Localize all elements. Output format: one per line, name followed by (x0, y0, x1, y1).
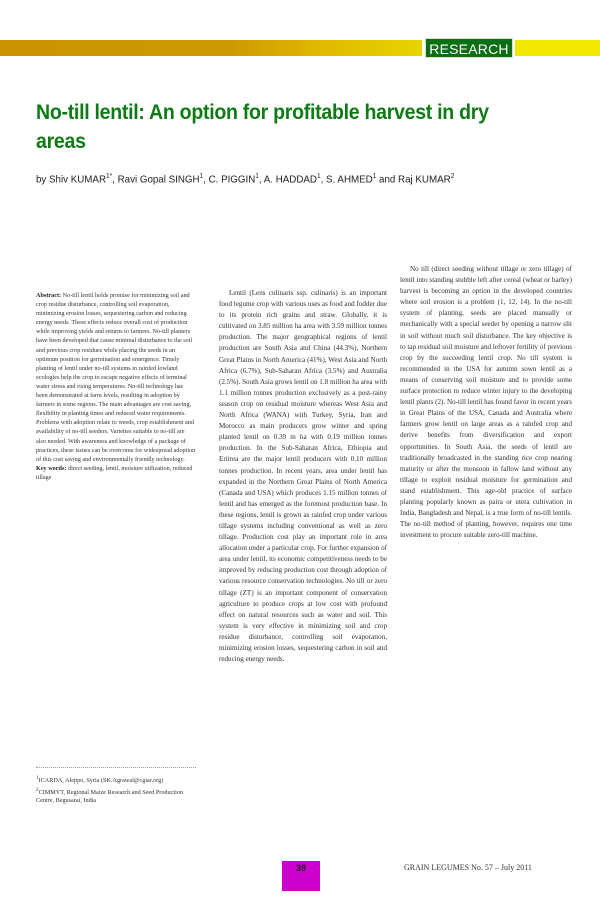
footnotes (36, 774, 201, 806)
author-affiliation: 2 (450, 173, 455, 180)
section-tag: RESEARCH (425, 38, 513, 58)
body-paragraph: No till (direct seeding without tillage or zero tillage) of lentil into standing stubble left after cereal (wheat or barley) harvest is becoming an option in the developed countries where soil erosion is a problem (1, 12, 14). In the no-till system of planting, seeds are placed manually or mechanically with a special seeder by opening a narrow slit in soil without much soil disturbance. The key objective is to tap residual soil moisture and leftover fertility of previous crop by the succeeding lentil crop. No till system is recommended in the USA for autumn sown lentil as a means of conserving soil moisture and to provide some surface protection to reduce winter injury to the developing lentil plants (2). No-till lentil has found favor in recent years in Great Plains of the USA, Canada and Australia where farmers grow lentil on large areas as a rainfed crop and derive benefits from diversification and export opportunities. In South Asia, the seeds of lentil are traditionally broadcasted in the standing rice crop nearing maturity or after the monsoon in fallow land without any tillage to exploit residual moisture for germination and stand establishment. This age-old practice of surface planting popularly known as paira or utera cultivation in India, Bangladesh and Nepal, is a true form of no-till lentils. The no-till method of planting, however, requires one time investment to procure suitable zero-till machine. (400, 265, 572, 540)
abstract-body (36, 291, 196, 464)
header-gradient-stripe (0, 40, 422, 56)
body-paragraph: Lentil (Lens culinaris ssp. culinaris) is an important food legume crop with various uses as food and fodder due to its protein rich grains and straw. Globally, it is cultivated on 3.85 million ha area with 3.59 million tonnes production. The major geographical regions of lentil production are South Asia and China (44.3%), Northern Great Plains in North America (41%), West Asia and North Africa (6.7%), Sub-Saharan Africa (3.5%) and Australia (2.5%). South Asia grows lentil on 1.8 million ha area with 1.1 million tonnes production exclusively as a post-rainy season crop on residual moisture whereas West Asia and North Africa (WANA) with Turkey, Syria, Iran and Morocco as main producers grow winter and spring planted lentil on 0.39 m ha with 0.19 million tonnes production. In the Sub-Saharan Africa, Ethiopia and Eritrea are the major lentil producers with 0.10 million tonnes production. In recent years, area under lentil has expanded in the Northern Great Plains of North America (Canada and USA) which produces 1.15 million tonnes of lentil and has emerged as the foremost production base. In these regions, lentil is grown as rainfed crop under various tillage systems including conventional as well as zero tillage. Production cost play an important role in area allocation under a particular crop. For further expansion of area under lentil, its economic competitiveness needs to be improved by reducing production cost through adoption of various resource conservation technologies. No till or zero tillage (ZT) is an important component of conservation agriculture to produce crops at low cost with profound effect on natural resources such as water and soil. This system is very effective in minimizing soil and crop residue disturbance, controlling soil evaporation, minimizing erosion losses, sequestering carbon in soil and reducing energy needs. (219, 289, 387, 664)
author-name: , A. HADDAD (258, 173, 317, 186)
body-column-middle (219, 288, 387, 665)
footnote-marker: 1 (36, 775, 39, 781)
author-affiliation: 1 (372, 173, 377, 180)
author-name: , S. AHMED (320, 173, 373, 186)
author-affiliation: 1 (199, 173, 204, 180)
article-title: No-till lentil: An option for profitable harvest in dry areas (36, 101, 489, 153)
author-name: and Raj KUMAR (376, 173, 451, 186)
author-affiliation: 1 (316, 173, 321, 180)
page-number: 39 (282, 861, 320, 891)
journal-footer: GRAIN LEGUMES No. 57 – July 2011 (404, 863, 532, 872)
author-name: by Shiv KUMAR (36, 173, 107, 186)
header-yellow-stripe (515, 40, 600, 56)
author-name: , Ravi Gopal SINGH (112, 173, 200, 186)
keywords (36, 464, 196, 482)
abstract-text: No-till lentil holds promise for minimizing soil and crop residue disturbance, controlling soil evaporation, minimizing erosion losses, sequestering carbon and reducing energy needs. These effects reduce overall cost of production while improving yields and returns to farmers. No-till planters have been developed that cause minimal disturbance to the soil and previous crop residues while placing the seeds in an optimum position for germination and emergence. Timely planting of lentil under no-till systems in rainfed lowland ecologies help the crop to escape negative effects of terminal water stress and rising temperatures. No-till technology has been demonstrated at farm levels, resulting in adoption by farmers in some regions. The main advantages are cost saving, flexibility in planting times and reduced water requirements. Problems with adoption relate to weeds, crop establishment and availability of no-till seeders. Varieties suitable to no-till are also needed. With awareness and knowledge of a package of practices, these issues can be overcome for widespread adoption of this cost saving and environmentally friendly technology. (36, 292, 196, 463)
footnote-text: CIMMYT, Regional Maize Research and Seed Production Centre, Begusarai, India (36, 788, 183, 805)
footnote-text: ICARDA, Aleppo, Syria (SK.Agrawal@cgiar.org) (38, 777, 164, 785)
footnote-marker: 2 (36, 786, 39, 793)
author-affiliation: 1 (255, 173, 259, 180)
footnote (36, 786, 201, 806)
author-name: , C. PIGGIN (203, 173, 256, 186)
footnote-divider (36, 767, 196, 768)
abstract (36, 291, 196, 482)
author-line (36, 173, 557, 186)
section-header-bar (0, 38, 600, 58)
footnote (36, 774, 201, 786)
author-affiliation: 1* (106, 173, 113, 180)
body-column-right (400, 264, 572, 541)
abstract-label: Abstract: (36, 292, 62, 299)
keywords-text: direct seeding, lentil, moisture utilization, reduced tillage (36, 464, 193, 481)
keywords-label: Key words: (36, 464, 67, 472)
